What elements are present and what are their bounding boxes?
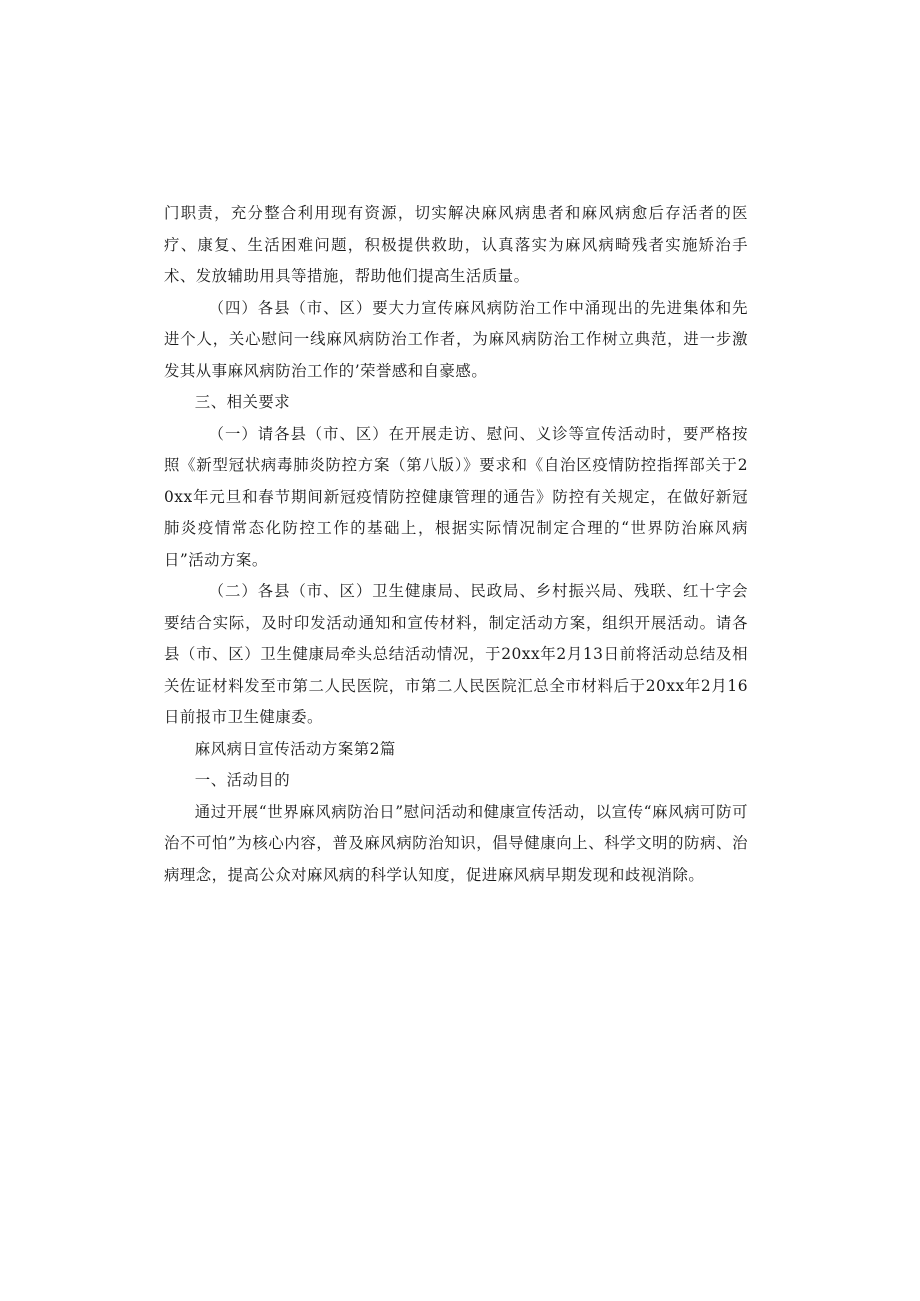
- paragraph-requirement-one: （一）请各县（市、区）在开展走访、慰问、义诊等宣传活动时，要严格按照《新型冠状病毒肺炎防控方案（第八版）》要求和《自治区疫情防控指挥部关于20xx年元旦和春节期间新冠疫情防控健康管理的通告》防控有关规定，在做好新冠肺炎疫情常态化防控工作的基础上，根据实际情况制定合理的“世界防治麻风病日”活动方案。: [164, 424, 748, 569]
- paragraph-item-four: （四）各县（市、区）要大力宣传麻风病防治工作中涌现出的先进集体和先进个人，关心慰问一线麻风病防治工作者，为麻风病防治工作树立典范，进一步激发其从事麻风病防治工作的’荣誉感和自豪感。: [164, 298, 748, 380]
- section-heading-requirements: 三、相关要求: [194, 393, 291, 411]
- article-title-part-2: 麻风病日宣传活动方案第2篇: [194, 739, 396, 758]
- document-body: [164, 198, 748, 891]
- paragraph-continuation: 门职责，充分整合利用现有资源，切实解决麻风病患者和麻风病愈后存活者的医疗、康复、生活困难问题，积极提供救助，认真落实为麻风病畸残者实施矫治手术、发放辅助用具等措施，帮助他们提高生活质量。: [164, 204, 748, 285]
- paragraph-requirement-two: （二）各县（市、区）卫生健康局、民政局、乡村振兴局、残联、红十字会要结合实际，及时印发活动通知和宣传材料，制定活动方案，组织开展活动。请各县（市、区）卫生健康局牵头总结活动情况，于20xx年2月13日前将活动总结及相关佐证材料发至市第二人民医院，市第二人民医院汇总全市材料后于20xx年2月16日前报市卫生健康委。: [164, 582, 748, 726]
- section-heading-purpose: 一、活动目的: [194, 771, 291, 789]
- paragraph-purpose: 通过开展“世界麻风病防治日”慰问活动和健康宣传活动，以宣传“麻风病可防可治不可怕”为核心内容，普及麻风病防治知识，倡导健康向上、科学文明的防病、治病理念，提高公众对麻风病的科学认知度，促进麻风病早期发现和歧视消除。: [164, 802, 748, 884]
